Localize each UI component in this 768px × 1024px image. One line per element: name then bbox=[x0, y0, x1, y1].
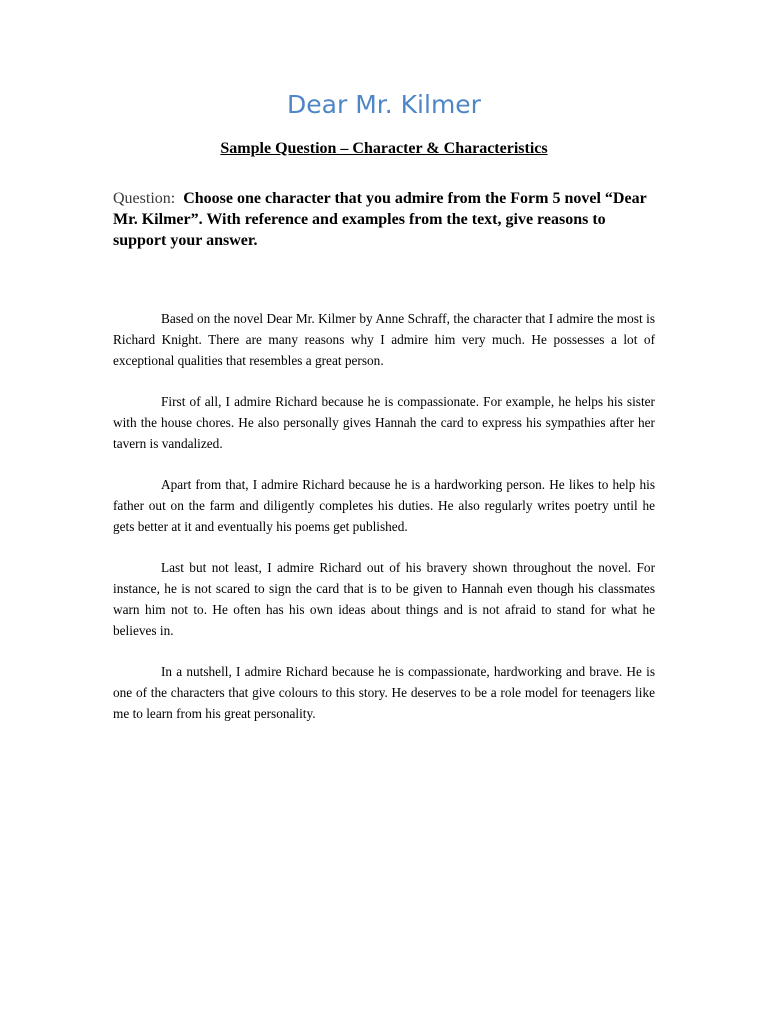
essay-paragraph-conclusion: In a nutshell, I admire Richard because he is compassionate, hardworking and brave. He is one of the characters that give colours to this story. He deserves to be a role model for teenagers like me to learn from his great personality. bbox=[113, 664, 655, 721]
essay-paragraph-compassionate: First of all, I admire Richard because he is compassionate. For example, he helps his sister with the house chores. He also personally gives Hannah the card to express his sympathies after her tavern is vandalized. bbox=[113, 394, 655, 451]
essay-paragraph-bravery: Last but not least, I admire Richard out of his bravery shown throughout the novel. For instance, he is not scared to sign the card that is to be given to Hannah even though his classmates warn him not to. He often has his own ideas about things and is not afraid to stand for what he believes in. bbox=[113, 560, 655, 638]
essay-paragraph-hardworking: Apart from that, I admire Richard because he is a hardworking person. He likes to help his father out on the farm and diligently completes his duties. He also regularly writes poetry until he gets better at it and eventually his poems get published. bbox=[113, 477, 655, 534]
essay-paragraph-introduction: Based on the novel Dear Mr. Kilmer by Anne Schraff, the character that I admire the most is Richard Knight. There are many reasons why I admire him very much. He possesses a lot of exceptional qualities that resembles a great person. bbox=[113, 311, 655, 368]
document-subtitle: Sample Question – Character & Characteristics bbox=[220, 140, 548, 157]
essay-body bbox=[113, 308, 655, 744]
question-block bbox=[113, 188, 658, 251]
question-text: Choose one character that you admire from the Form 5 novel “Dear Mr. Kilmer”. With reference and examples from the text, give reasons to support your answer. bbox=[113, 190, 647, 249]
question-label: Question: bbox=[113, 190, 176, 207]
document-title: Dear Mr. Kilmer bbox=[287, 90, 481, 119]
